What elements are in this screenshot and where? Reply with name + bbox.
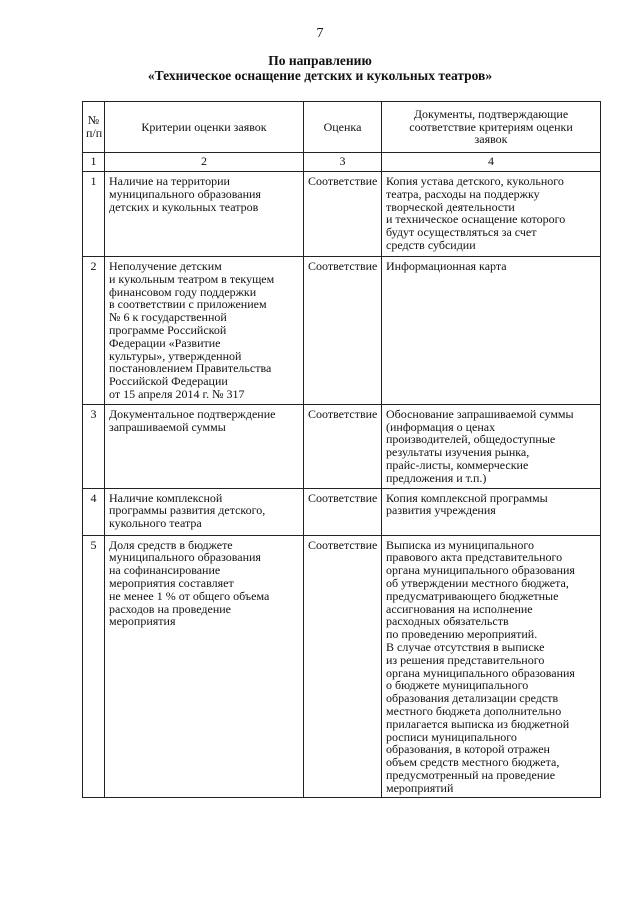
text-line: соответствие критериям оценки (409, 119, 573, 134)
column-number: 3 (304, 153, 382, 172)
row-grade: Соответствие (304, 488, 382, 535)
text-line: мероприятий (386, 780, 454, 795)
page-number: 7 (316, 26, 324, 41)
header-criteria (105, 102, 304, 153)
text-line: детских и кукольных театров (109, 199, 259, 214)
text-line: постановлением Правительства (109, 361, 272, 376)
row-criteria (105, 535, 304, 798)
text-line: Документы, подтверждающие (413, 106, 569, 121)
row-grade: Соответствие (304, 404, 382, 488)
text-line: от 15 апреля 2014 г. № 317 (109, 386, 245, 401)
text-line: Копия комплексной программы (386, 490, 548, 505)
text-line: и кукольным театром в текущем (109, 271, 275, 286)
text-line: программы развития детского, (109, 503, 266, 518)
text-line: о бюджете муниципального (386, 678, 529, 693)
criteria-table (82, 101, 601, 798)
text-line: Документальное подтверждение (109, 406, 276, 421)
text-line: муниципального образования (109, 186, 261, 201)
text-line: производителей, общедоступные (386, 432, 556, 447)
text-line: на софинансирование (109, 563, 221, 578)
text-line: развития учреждения (386, 503, 496, 518)
column-number-row (83, 153, 601, 172)
column-number: 4 (382, 153, 601, 172)
row-documents (382, 535, 601, 798)
text-line: финансовом году поддержки (109, 284, 257, 299)
text-line: Наличие комплексной (109, 490, 223, 505)
text-line: кукольного театра (109, 516, 202, 531)
text-line: объем средств местного бюджета, (386, 755, 560, 770)
row-number: 5 (83, 535, 105, 798)
row-criteria (105, 257, 304, 405)
text-line: заявок (474, 132, 508, 147)
text-line: Наличие на территории (109, 174, 230, 188)
row-documents (382, 172, 601, 257)
row-number: 3 (83, 404, 105, 488)
row-criteria (105, 404, 304, 488)
row-grade: Соответствие (304, 172, 382, 257)
text-line: результаты изучения рынка, (386, 445, 530, 460)
text-line: мероприятия составляет (109, 575, 234, 590)
row-number: 4 (83, 488, 105, 535)
table-row (83, 172, 601, 257)
row-grade: Соответствие (304, 535, 382, 798)
text-line: средств субсидии (386, 237, 476, 252)
text-line: Выписка из муниципального (386, 537, 535, 552)
text-line: Обоснование запрашиваемой суммы (386, 406, 574, 421)
header-documents (382, 102, 601, 153)
row-grade: Соответствие (304, 257, 382, 405)
text-line: Копия устава детского, кукольного (386, 174, 564, 188)
text-line: № 6 к государственной (109, 310, 227, 325)
text-line: по проведению мероприятий. (386, 627, 538, 642)
text-line: Федерации «Развитие (109, 335, 221, 350)
row-documents (382, 404, 601, 488)
text-line: театра, расходы на поддержку (386, 186, 540, 201)
text-line: Информационная карта (386, 259, 507, 273)
text-line: программе Российской (109, 322, 227, 337)
row-documents (382, 257, 601, 405)
header-num (83, 102, 105, 153)
text-line: расходов на проведение (109, 601, 231, 616)
heading-line-2: «Техническое оснащение детских и кукольных театров» (147, 68, 493, 83)
text-line: Оценка (323, 119, 362, 134)
text-line: правового акта представительного (386, 550, 563, 565)
table-row (83, 488, 601, 535)
text-line: и техническое оснащение которого (386, 212, 566, 227)
text-line: муниципального образования (109, 550, 261, 565)
text-line: творческой деятельности (386, 199, 515, 214)
heading-line-1: По направлению (268, 53, 372, 68)
text-line: местного бюджета дополнительно (386, 703, 562, 718)
text-line: мероприятия (109, 614, 176, 629)
header-grade (304, 102, 382, 153)
text-line: Неполучение детским (109, 259, 222, 273)
text-line: (информация о ценах (386, 419, 496, 434)
text-line: культуры», утвержденной (109, 348, 242, 363)
text-line: № (87, 113, 100, 128)
text-line: не менее 1 % от общего объема (109, 588, 270, 603)
text-line: В случае отсутствия в выписке (386, 639, 545, 654)
text-line: Критерии оценки заявок (141, 119, 267, 134)
row-criteria (105, 172, 304, 257)
column-number: 2 (105, 153, 304, 172)
text-line: образования детализации средств (386, 691, 559, 706)
table-row (83, 535, 601, 798)
text-line: органа муниципального образования (386, 665, 575, 680)
row-number: 2 (83, 257, 105, 405)
text-line: запрашиваемой суммы (109, 419, 226, 434)
text-line: Российской Федерации (109, 374, 228, 389)
table-row (83, 404, 601, 488)
row-documents (382, 488, 601, 535)
section-heading (0, 53, 640, 83)
text-line: Доля средств в бюджете (109, 537, 233, 552)
text-line: расходных обязательств (386, 614, 509, 629)
table-header-row (83, 102, 601, 153)
text-line: росписи муниципального (386, 729, 517, 744)
table-row (83, 257, 601, 405)
text-line: из решения представительного (386, 652, 545, 667)
column-number: 1 (83, 153, 105, 172)
text-line: образования, в которой отражен (386, 742, 550, 757)
text-line: в соответствии с приложением (109, 297, 267, 312)
text-line: органа муниципального образования (386, 563, 575, 578)
text-line: прилагается выписка из бюджетной (386, 716, 570, 731)
text-line: будут осуществляться за счет (386, 225, 537, 240)
text-line: предусмотренный на проведение (386, 767, 556, 782)
text-line: предусматривающего бюджетные (386, 588, 559, 603)
row-number: 1 (83, 172, 105, 257)
text-line: предложения и т.п.) (386, 470, 487, 485)
text-line: ассигнования на исполнение (386, 601, 533, 616)
row-criteria (105, 488, 304, 535)
text-line: прайс-листы, коммерческие (386, 457, 529, 472)
text-line: п/п (86, 126, 103, 140)
text-line: об утверждении местного бюджета, (386, 575, 569, 590)
